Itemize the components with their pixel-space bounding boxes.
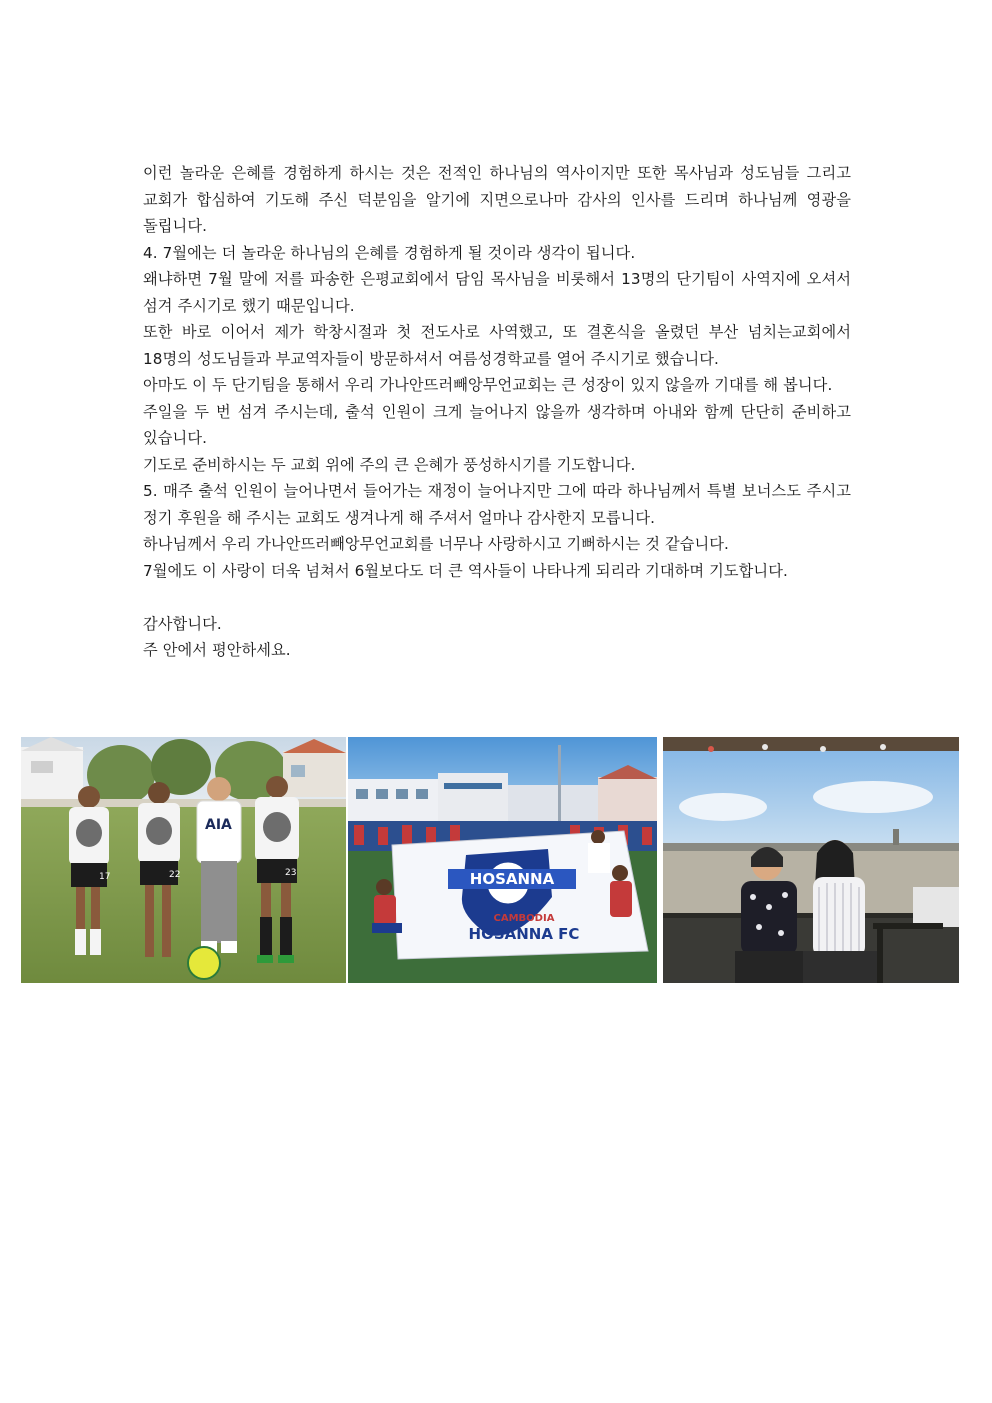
closing-thanks: 감사합니다. bbox=[143, 614, 222, 633]
photo-hosanna-banner bbox=[348, 737, 657, 983]
letter-body bbox=[143, 160, 851, 664]
banner-word: HOSANNA bbox=[469, 870, 555, 888]
paragraph-item-4: 4. 7월에는 더 놀라운 하나님의 은혜를 경험하게 될 것이라 생각이 됩니다. bbox=[143, 243, 636, 262]
photo-strip bbox=[21, 737, 959, 983]
paragraph-thanks: 이런 놀라운 은혜를 경험하게 하시는 것은 전적인 하나님의 역사이지만 또한 목사님과 성도님들 그리고 교회가 합심하여 기도해 주신 덕분임을 알기에 지면으로나마 감사의 인사를 드리며 하나님께 영광을 돌립니다. bbox=[143, 164, 851, 235]
paragraph-busan-team: 또한 바로 이어서 제가 학창시절과 첫 전도사로 사역했고, 또 결혼식을 올렸던 부산 넘치는교회에서 18명의 성도님들과 부교역자들이 방문하셔서 여름성경학교를 열어 주시기로 했습니다. bbox=[143, 323, 851, 368]
paragraph-growth-hope: 아마도 이 두 단기팀을 통해서 우리 가나안뜨러빼앙무언교회는 큰 성장이 있지 않을까 기대를 해 봅니다. bbox=[143, 376, 833, 394]
player-number: 22 bbox=[169, 870, 181, 880]
paragraph-god-love: 하나님께서 우리 가나안뜨러빼앙무언교회를 너무나 사랑하시고 기뻐하시는 것 같습니다. bbox=[143, 535, 729, 553]
banner-country: CAMBODIA bbox=[493, 913, 555, 924]
riverside-image bbox=[663, 737, 959, 983]
hosanna-banner-image bbox=[348, 737, 657, 983]
player-number: 23 bbox=[285, 868, 297, 878]
paragraph-prayer: 기도로 준비하시는 두 교회 위에 주의 큰 은혜가 풍성하시기를 기도합니다. bbox=[143, 455, 636, 474]
paragraph-gap bbox=[143, 584, 851, 611]
player-number: 17 bbox=[99, 872, 111, 882]
paragraph-eunpyeong-team: 왜냐하면 7월 말에 저를 파송한 은평교회에서 담임 목사님을 비롯해서 13명의 단기팀이 사역지에 오셔서 섬겨 주시기로 했기 때문입니다. bbox=[143, 270, 851, 315]
photo-soccer-players bbox=[21, 737, 346, 983]
paragraph-preparation: 주일을 두 번 섬겨 주시는데, 출석 인원이 크게 늘어나지 않을까 생각하며 아내와 함께 단단히 준비하고 있습니다. bbox=[143, 402, 851, 447]
paragraph-july-hope: 7월에도 이 사랑이 더욱 넘쳐서 6월보다도 더 큰 역사들이 나타나게 되리라 기대하며 기도합니다. bbox=[143, 561, 788, 580]
photo-riverside bbox=[663, 737, 959, 983]
paragraph-item-5: 5. 매주 출석 인원이 늘어나면서 들어가는 재정이 늘어나지만 그에 따라 하나님께서 특별 보너스도 주시고 정기 후원을 해 주시는 교회도 생겨나게 해 주셔서 얼마나 감사한지 모릅니다. bbox=[143, 482, 851, 527]
closing-blessing: 주 안에서 평안하세요. bbox=[143, 641, 291, 659]
banner-club: HOSANNA FC bbox=[468, 925, 580, 943]
soccer-players-image bbox=[21, 737, 346, 983]
jersey-sponsor: AIA bbox=[205, 817, 232, 833]
